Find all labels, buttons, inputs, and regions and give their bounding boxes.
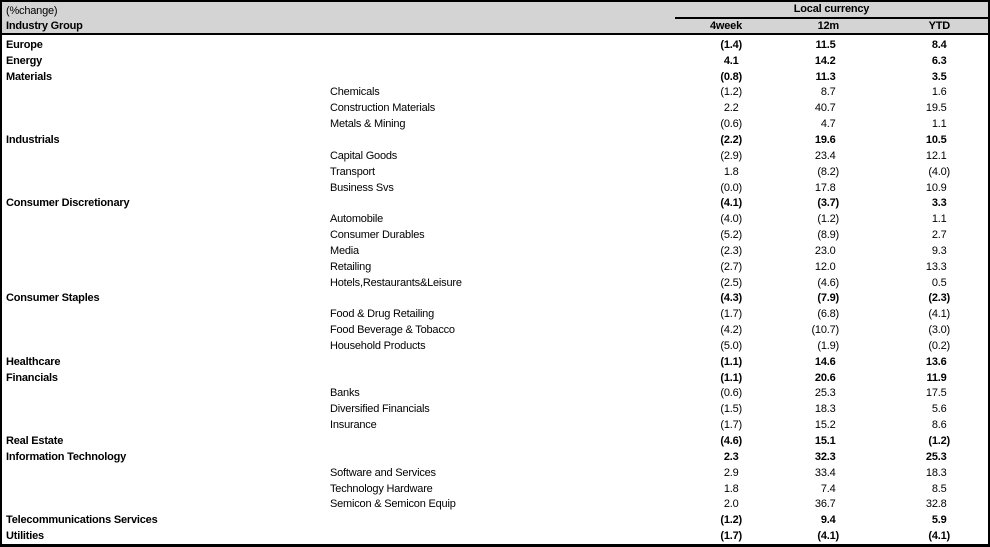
table-row: [2, 243, 988, 259]
industry-label: Insurance: [330, 419, 377, 432]
value-12m: (6.8): [817, 308, 839, 321]
table-row: [2, 512, 988, 528]
value-ytd: 8.4: [931, 38, 947, 51]
value-ytd: 18.3: [925, 466, 947, 479]
value-12m: 32.3: [814, 450, 836, 463]
value-12m: (10.7): [811, 324, 839, 337]
value-4week: (5.2): [720, 229, 742, 242]
column-header-ytd: YTD: [928, 20, 950, 32]
table-row: [2, 322, 988, 338]
table-body: [2, 37, 988, 544]
value-12m: 23.0: [814, 244, 836, 257]
industry-label: Energy: [6, 54, 43, 67]
value-12m: 14.2: [814, 54, 836, 67]
value-ytd: 1.1: [931, 213, 947, 226]
value-4week: (1.1): [720, 355, 742, 368]
value-ytd: 2.7: [931, 229, 947, 242]
table-row: [2, 465, 988, 481]
value-4week: (2.5): [720, 276, 742, 289]
table-row: [2, 291, 988, 307]
industry-label: Software and Services: [330, 466, 436, 479]
industry-label: Technology Hardware: [330, 482, 433, 495]
industry-label: Automobile: [330, 213, 384, 226]
industry-label: Hotels,Restaurants&Leisure: [330, 276, 462, 289]
value-12m: 8.7: [820, 86, 836, 99]
table-row: [2, 433, 988, 449]
table-row: [2, 528, 988, 544]
value-12m: (1.2): [817, 213, 839, 226]
value-4week: (2.2): [720, 133, 742, 146]
column-header-4week: 4week: [709, 20, 742, 32]
table-row: [2, 370, 988, 386]
table-row: [2, 211, 988, 227]
value-ytd: 3.3: [931, 197, 947, 210]
industry-label: Diversified Financials: [330, 403, 430, 416]
value-12m: 33.4: [814, 466, 836, 479]
table-row: [2, 275, 988, 291]
industry-label: Retailing: [330, 260, 372, 273]
value-ytd: 10.5: [925, 133, 947, 146]
value-ytd: 11.9: [926, 371, 947, 384]
table-header: [2, 2, 988, 35]
value-12m: 12.0: [814, 260, 836, 273]
industry-label: Media: [330, 244, 359, 257]
percent-change-label: (%change): [6, 4, 58, 17]
value-ytd: 1.1: [931, 118, 947, 131]
value-4week: (4.6): [720, 435, 742, 448]
industry-label: Chemicals: [330, 86, 380, 99]
table-row: [2, 259, 988, 275]
value-12m: 23.4: [814, 149, 836, 162]
value-4week: (4.0): [720, 213, 742, 226]
value-4week: 1.8: [723, 482, 739, 495]
industry-label: Industrials: [6, 133, 60, 146]
industry-label: Metals & Mining: [330, 118, 406, 131]
table-row: [2, 53, 988, 69]
value-ytd: 8.5: [931, 482, 947, 495]
industry-label: Household Products: [330, 339, 426, 352]
value-12m: (4.6): [817, 276, 839, 289]
value-ytd: 5.9: [931, 514, 947, 527]
table-row: [2, 338, 988, 354]
value-12m: 20.6: [814, 371, 836, 384]
value-12m: (1.9): [817, 339, 839, 352]
table-row: [2, 69, 988, 85]
table-row: [2, 401, 988, 417]
value-4week: (5.0): [720, 339, 742, 352]
value-4week: (0.0): [720, 181, 742, 194]
value-ytd: (1.2): [928, 435, 950, 448]
industry-label: Construction Materials: [330, 102, 436, 115]
value-12m: 11.3: [815, 70, 836, 83]
value-ytd: 13.6: [925, 355, 947, 368]
table-row: [2, 481, 988, 497]
value-ytd: (0.2): [928, 339, 950, 352]
industry-label: Transport: [330, 165, 375, 178]
value-4week: (4.1): [720, 197, 742, 210]
value-12m: (8.2): [817, 165, 839, 178]
industry-group-header: Industry Group: [6, 20, 83, 32]
industry-label: Consumer Staples: [6, 292, 100, 305]
value-ytd: 12.1: [925, 149, 947, 162]
value-ytd: 1.6: [931, 86, 947, 99]
value-ytd: 17.5: [925, 387, 947, 400]
industry-label: Food Beverage & Tobacco: [330, 324, 455, 337]
industry-label: Consumer Discretionary: [6, 197, 130, 210]
table-row: [2, 227, 988, 243]
industry-label: Consumer Durables: [330, 229, 425, 242]
value-4week: 2.3: [723, 450, 739, 463]
value-4week: 1.8: [723, 165, 739, 178]
value-4week: 4.1: [723, 54, 739, 67]
industry-label: Semicon & Semicon Equip: [330, 498, 456, 511]
industry-label: Food & Drug Retailing: [330, 308, 435, 321]
value-12m: 7.4: [820, 482, 836, 495]
value-ytd: 8.6: [931, 419, 947, 432]
table-row: [2, 306, 988, 322]
table-row: [2, 386, 988, 402]
value-4week: (1.7): [720, 530, 742, 543]
value-4week: (1.4): [720, 38, 742, 51]
table-row: [2, 180, 988, 196]
table-row: [2, 496, 988, 512]
value-ytd: (3.0): [928, 324, 950, 337]
value-4week: (2.3): [720, 244, 742, 257]
value-4week: (4.3): [720, 292, 742, 305]
value-12m: 18.3: [814, 403, 836, 416]
industry-label: Capital Goods: [330, 149, 398, 162]
value-12m: 19.6: [814, 133, 836, 146]
value-12m: 15.2: [814, 419, 836, 432]
value-4week: 2.0: [723, 498, 739, 511]
value-4week: (1.7): [720, 419, 742, 432]
value-ytd: 9.3: [931, 244, 947, 257]
value-4week: (2.7): [720, 260, 742, 273]
value-ytd: 5.6: [931, 403, 947, 416]
value-4week: (0.6): [720, 387, 742, 400]
table-row: [2, 195, 988, 211]
industry-label: Information Technology: [6, 450, 127, 463]
table-row: [2, 417, 988, 433]
value-12m: 25.3: [814, 387, 836, 400]
value-12m: (8.9): [817, 229, 839, 242]
table-row: [2, 148, 988, 164]
value-12m: 17.8: [814, 181, 836, 194]
table-row: [2, 116, 988, 132]
industry-label: Business Svs: [330, 181, 394, 194]
header-row-top: [2, 2, 988, 19]
value-ytd: 19.5: [925, 102, 947, 115]
value-ytd: (4.1): [928, 308, 950, 321]
industry-label: Europe: [6, 38, 43, 51]
table-row: [2, 164, 988, 180]
table-row: [2, 449, 988, 465]
value-12m: 14.6: [814, 355, 836, 368]
value-12m: 11.5: [815, 38, 836, 51]
header-row-columns: [2, 19, 988, 33]
local-currency-header: Local currency: [675, 2, 988, 19]
value-ytd: 32.8: [925, 498, 947, 511]
value-12m: (4.1): [817, 530, 839, 543]
value-ytd: 6.3: [931, 54, 947, 67]
value-4week: (1.5): [720, 403, 742, 416]
value-12m: 15.1: [814, 435, 836, 448]
value-4week: (2.9): [720, 149, 742, 162]
industry-label: Financials: [6, 371, 58, 384]
industry-label: Materials: [6, 70, 52, 83]
value-ytd: (2.3): [928, 292, 950, 305]
value-4week: 2.2: [723, 102, 739, 115]
industry-label: Banks: [330, 387, 360, 400]
value-4week: 2.9: [723, 466, 739, 479]
value-4week: (0.6): [720, 118, 742, 131]
industry-label: Healthcare: [6, 355, 61, 368]
value-4week: (1.2): [720, 86, 742, 99]
value-ytd: 13.3: [925, 260, 947, 273]
value-ytd: (4.0): [928, 165, 950, 178]
table-row: [2, 100, 988, 116]
value-4week: (0.8): [720, 70, 742, 83]
table-row: [2, 354, 988, 370]
value-4week: (1.7): [720, 308, 742, 321]
industry-label: Utilities: [6, 530, 44, 543]
value-12m: 36.7: [814, 498, 836, 511]
value-ytd: 25.3: [925, 450, 947, 463]
industry-label: Telecommunications Services: [6, 514, 158, 527]
column-header-12m: 12m: [817, 20, 839, 32]
value-4week: (1.1): [720, 371, 742, 384]
value-12m: 9.4: [820, 514, 836, 527]
value-ytd: (4.1): [928, 530, 950, 543]
value-ytd: 10.9: [925, 181, 947, 194]
value-12m: (3.7): [817, 197, 839, 210]
value-12m: 40.7: [814, 102, 836, 115]
table-row: [2, 85, 988, 101]
value-ytd: 0.5: [931, 276, 947, 289]
industry-label: Real Estate: [6, 435, 64, 448]
table-row: [2, 132, 988, 148]
value-4week: (4.2): [720, 324, 742, 337]
value-4week: (1.2): [720, 514, 742, 527]
table-row: [2, 37, 988, 53]
value-12m: (7.9): [817, 292, 839, 305]
value-12m: 4.7: [820, 118, 836, 131]
value-ytd: 3.5: [931, 70, 947, 83]
